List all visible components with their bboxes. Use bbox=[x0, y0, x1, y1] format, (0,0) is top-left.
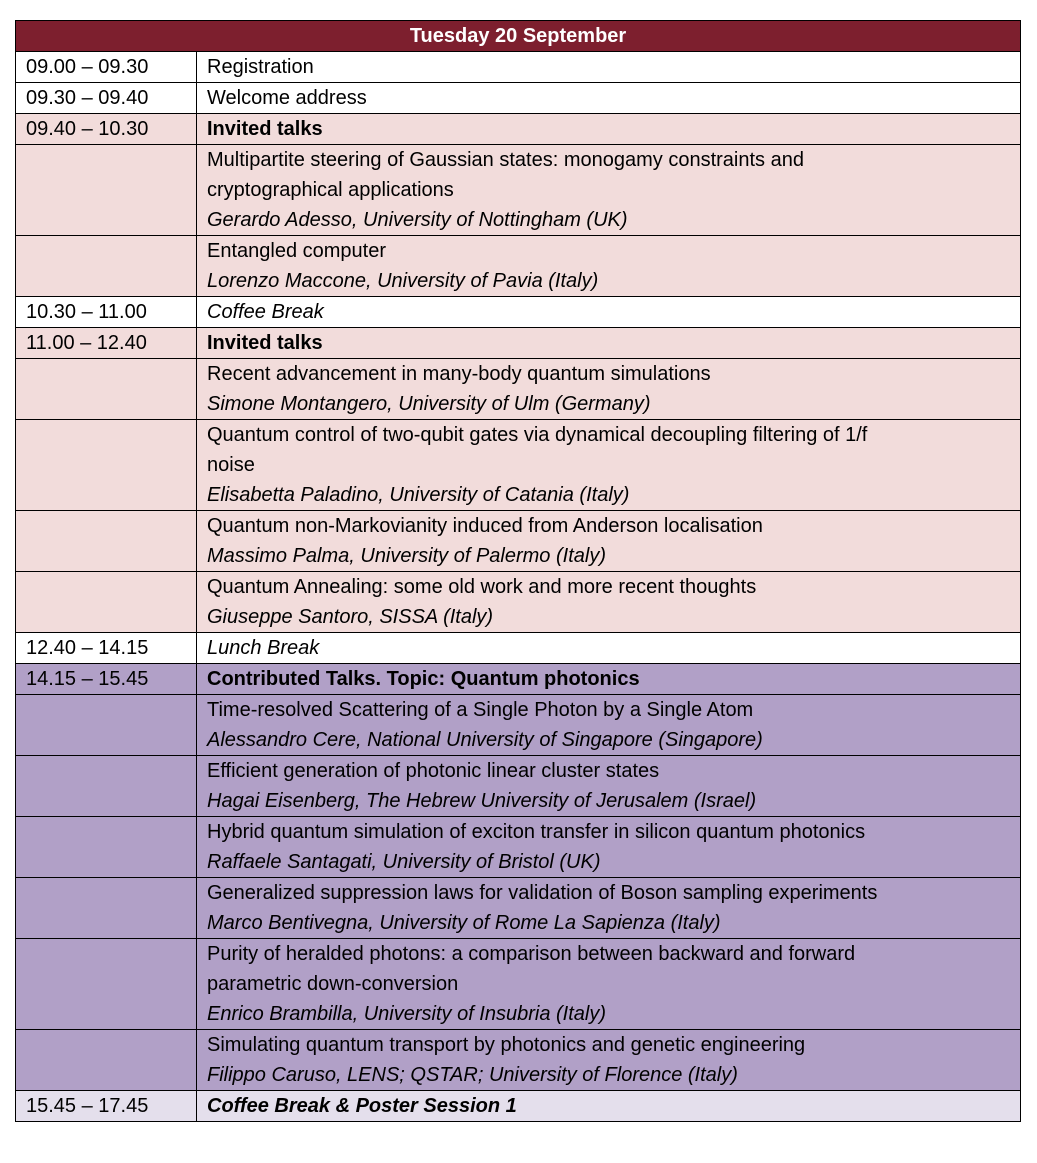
talk-cell bbox=[197, 1030, 1021, 1091]
table-row bbox=[16, 297, 1021, 328]
talk-title: Multipartite steering of Gaussian states: monogamy constraints and bbox=[207, 149, 804, 171]
talk-title: Hybrid quantum simulation of exciton transfer in silicon quantum photonics bbox=[207, 821, 866, 843]
talk-title: Entangled computer bbox=[207, 240, 387, 262]
talk-title: Quantum control of two-qubit gates via dynamical decoupling filtering of 1/f bbox=[207, 424, 868, 446]
time-cell: 14.15 – 15.45 bbox=[16, 664, 197, 695]
talk-title: Quantum non-Markovianity induced from Anderson localisation bbox=[207, 515, 763, 537]
talk-title-continued: noise bbox=[207, 454, 255, 476]
talk-cell bbox=[197, 511, 1021, 572]
talk-cell bbox=[197, 145, 1021, 236]
session-label: Invited talks bbox=[197, 114, 1021, 145]
empty-time-cell bbox=[16, 420, 197, 511]
empty-time-cell bbox=[16, 817, 197, 878]
time-cell: 11.00 – 12.40 bbox=[16, 328, 197, 359]
talk-row bbox=[16, 756, 1021, 817]
speaker: Giuseppe Santoro, SISSA (Italy) bbox=[207, 606, 494, 628]
speaker: Gerardo Adesso, University of Nottingham (UK) bbox=[207, 209, 628, 231]
talk-title: Recent advancement in many-body quantum simulations bbox=[207, 363, 711, 385]
talk-row bbox=[16, 817, 1021, 878]
talk-row bbox=[16, 878, 1021, 939]
talk-cell bbox=[197, 756, 1021, 817]
time-cell: 09.40 – 10.30 bbox=[16, 114, 197, 145]
talk-title: Generalized suppression laws for validation of Boson sampling experiments bbox=[207, 882, 878, 904]
speaker: Alessandro Cere, National University of Singapore (Singapore) bbox=[207, 729, 763, 751]
talk-cell bbox=[197, 236, 1021, 297]
talk-cell bbox=[197, 572, 1021, 633]
talk-row bbox=[16, 695, 1021, 756]
empty-time-cell bbox=[16, 878, 197, 939]
speaker: Simone Montangero, University of Ulm (Germany) bbox=[207, 393, 651, 415]
talk-row bbox=[16, 511, 1021, 572]
speaker: Marco Bentivegna, University of Rome La Sapienza (Italy) bbox=[207, 912, 721, 934]
speaker: Hagai Eisenberg, The Hebrew University of Jerusalem (Israel) bbox=[207, 790, 757, 812]
time-cell: 09.30 – 09.40 bbox=[16, 83, 197, 114]
time-cell: 09.00 – 09.30 bbox=[16, 52, 197, 83]
talk-title-continued: cryptographical applications bbox=[207, 179, 454, 201]
empty-time-cell bbox=[16, 695, 197, 756]
table-row bbox=[16, 633, 1021, 664]
empty-time-cell bbox=[16, 511, 197, 572]
speaker: Raffaele Santagati, University of Bristol (UK) bbox=[207, 851, 601, 873]
talk-title: Efficient generation of photonic linear cluster states bbox=[207, 760, 660, 782]
talk-row bbox=[16, 145, 1021, 236]
talk-row bbox=[16, 236, 1021, 297]
speaker: Lorenzo Maccone, University of Pavia (Italy) bbox=[207, 270, 599, 292]
talk-cell bbox=[197, 695, 1021, 756]
talk-title: Simulating quantum transport by photonics and genetic engineering bbox=[207, 1034, 806, 1056]
empty-time-cell bbox=[16, 756, 197, 817]
time-cell: 15.45 – 17.45 bbox=[16, 1091, 197, 1122]
empty-time-cell bbox=[16, 572, 197, 633]
empty-time-cell bbox=[16, 145, 197, 236]
time-cell: 12.40 – 14.15 bbox=[16, 633, 197, 664]
talk-title: Purity of heralded photons: a comparison between backward and forward bbox=[207, 943, 856, 965]
talk-cell bbox=[197, 420, 1021, 511]
talk-row bbox=[16, 1030, 1021, 1091]
break-label: Coffee Break bbox=[197, 297, 1021, 328]
talk-cell bbox=[197, 878, 1021, 939]
table-row bbox=[16, 52, 1021, 83]
table-row bbox=[16, 1091, 1021, 1122]
table-row bbox=[16, 328, 1021, 359]
session-label: Registration bbox=[197, 52, 1021, 83]
session-label: Welcome address bbox=[197, 83, 1021, 114]
break-label: Coffee Break & Poster Session 1 bbox=[197, 1091, 1021, 1122]
talk-row bbox=[16, 359, 1021, 420]
speaker: Enrico Brambilla, University of Insubria (Italy) bbox=[207, 1003, 607, 1025]
break-label: Lunch Break bbox=[197, 633, 1021, 664]
talk-cell bbox=[197, 817, 1021, 878]
talk-row bbox=[16, 939, 1021, 1030]
empty-time-cell bbox=[16, 1030, 197, 1091]
table-row bbox=[16, 664, 1021, 695]
page-title: Tuesday 20 September bbox=[16, 21, 1021, 52]
empty-time-cell bbox=[16, 236, 197, 297]
talk-row bbox=[16, 420, 1021, 511]
schedule-table bbox=[15, 20, 1021, 1122]
talk-row bbox=[16, 572, 1021, 633]
talk-cell bbox=[197, 939, 1021, 1030]
talk-title: Time-resolved Scattering of a Single Photon by a Single Atom bbox=[207, 699, 754, 721]
speaker: Elisabetta Paladino, University of Catania (Italy) bbox=[207, 484, 630, 506]
speaker: Filippo Caruso, LENS; QSTAR; University of Florence (Italy) bbox=[207, 1064, 738, 1086]
talk-cell bbox=[197, 359, 1021, 420]
table-row bbox=[16, 83, 1021, 114]
time-cell: 10.30 – 11.00 bbox=[16, 297, 197, 328]
speaker: Massimo Palma, University of Palermo (Italy) bbox=[207, 545, 606, 567]
title-row bbox=[16, 21, 1021, 52]
table-row bbox=[16, 114, 1021, 145]
session-label: Contributed Talks. Topic: Quantum photonics bbox=[197, 664, 1021, 695]
talk-title: Quantum Annealing: some old work and more recent thoughts bbox=[207, 576, 757, 598]
empty-time-cell bbox=[16, 359, 197, 420]
talk-title-continued: parametric down-conversion bbox=[207, 973, 459, 995]
session-label: Invited talks bbox=[197, 328, 1021, 359]
empty-time-cell bbox=[16, 939, 197, 1030]
